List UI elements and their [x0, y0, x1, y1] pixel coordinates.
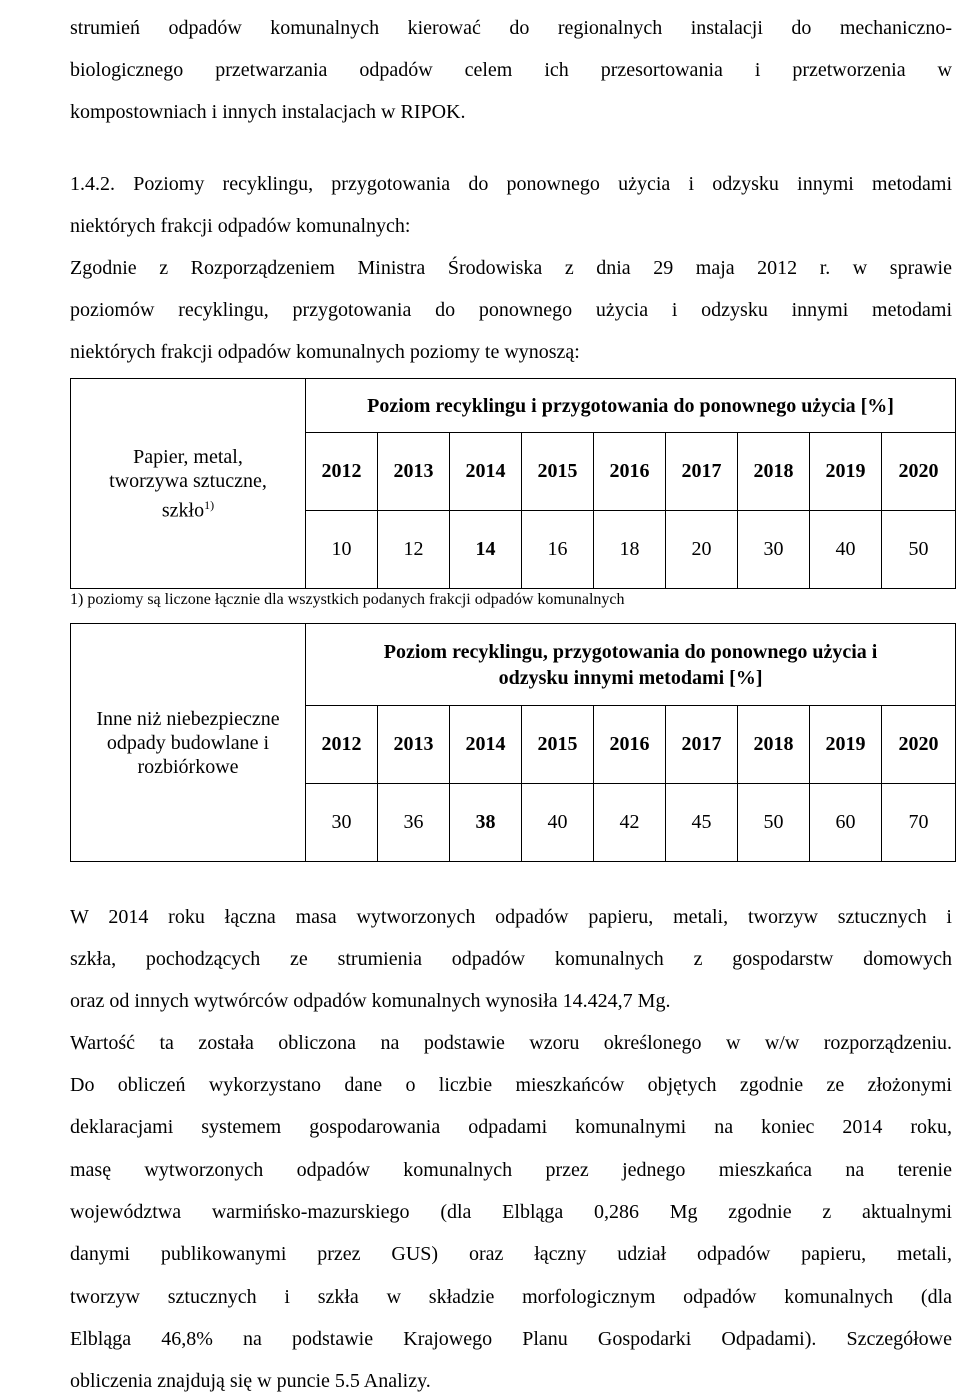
table2-value: 45	[666, 784, 738, 862]
para2-line-9: danymi publikowanymi przez GUS) oraz łączny udział odpadów papieru, metali,	[70, 1243, 952, 1265]
table2-value: 70	[882, 784, 956, 862]
table1-header: Poziom recyklingu i przygotowania do ponownego użycia [%]	[306, 379, 956, 433]
table1-year: 2016	[594, 433, 666, 511]
section-heading	[70, 172, 952, 196]
table1-value: 16	[522, 511, 594, 589]
table1-year: 2019	[810, 433, 882, 511]
para1-line-3: niektórych frakcji odpadów komunalnych poziomy te wynoszą:	[70, 341, 580, 363]
table1-value: 50	[882, 511, 956, 589]
table2-value: 36	[378, 784, 450, 862]
para2-line-8: województwa warmińsko-mazurskiego (dla Elbląga 0,286 Mg zgodnie z aktualnymi	[70, 1201, 952, 1223]
para2-line-11: Elbląga 46,8% na podstawie Krajowego Planu Gospodarki Odpadami). Szczegółowe	[70, 1328, 952, 1350]
para1-line-2: poziomów recyklingu, przygotowania do ponownego użycia i odzysku innymi metodami	[70, 299, 952, 321]
recycling-table-2	[70, 623, 956, 862]
table1-row-label-line-3: szkło	[161, 499, 205, 522]
para2-line-5: Do obliczeń wykorzystano dane o liczbie mieszkańców objętych zgodnie ze złożonymi	[70, 1074, 952, 1096]
table2-row-label-line-3: rozbiórkowe	[137, 755, 239, 778]
recycling-table-1	[70, 378, 956, 589]
table2-year: 2018	[738, 706, 810, 784]
table2-year: 2016	[594, 706, 666, 784]
table2-year: 2017	[666, 706, 738, 784]
table2-row-label-line-1: Inne niż niebezpieczne	[96, 707, 280, 730]
table2-header-line-2: odzysku innymi metodami [%]	[498, 666, 763, 689]
table1-row-label-line-2: tworzywa sztuczne,	[109, 469, 267, 492]
para2-line-7: masę wytworzonych odpadów komunalnych przez jednego mieszkańca na terenie	[70, 1159, 952, 1181]
para2-line-3: oraz od innych wytwórców odpadów komunalnych wynosiła 14.424,7 Mg.	[70, 990, 671, 1012]
table2-year: 2012	[306, 706, 378, 784]
table1-value: 12	[378, 511, 450, 589]
table2-row-label-line-2: odpady budowlane i	[106, 731, 270, 754]
para1-line-1: Zgodnie z Rozporządzeniem Ministra Środowiska z dnia 29 maja 2012 r. w sprawie	[70, 257, 952, 279]
table1-footnote-marker: 1)	[204, 497, 215, 512]
table1-value: 30	[738, 511, 810, 589]
para2-line-12: obliczenia znajdują się w puncie 5.5 Analizy.	[70, 1370, 431, 1392]
table1-year: 2014	[450, 433, 522, 511]
table2-value: 50	[738, 784, 810, 862]
para2-line-2: szkła, pochodzących ze strumienia odpadów komunalnych z gospodarstw domowych	[70, 948, 952, 970]
table1-year: 2018	[738, 433, 810, 511]
intro-line-2: biologicznego przetwarzania odpadów celem ich przesortowania i przetworzenia w	[70, 59, 952, 81]
table2-row-label	[71, 624, 306, 862]
table1-value: 14	[450, 511, 522, 589]
table1-row-label-line-1: Papier, metal,	[133, 445, 243, 468]
table2-year: 2019	[810, 706, 882, 784]
table2-header-line-1: Poziom recyklingu, przygotowania do ponownego użycia i	[383, 640, 878, 663]
para2-line-1: W 2014 roku łączna masa wytworzonych odpadów papieru, metali, tworzyw sztucznych i	[70, 906, 952, 928]
table1-year: 2015	[522, 433, 594, 511]
table1-year: 2012	[306, 433, 378, 511]
table2-value: 30	[306, 784, 378, 862]
table1-value: 20	[666, 511, 738, 589]
table1-footnote: 1) poziomy są liczone łącznie dla wszystkich podanych frakcji odpadów komunalnych	[70, 591, 625, 608]
section-number: 1.4.2.	[70, 173, 115, 195]
table1-row-label	[71, 379, 306, 589]
table2-year: 2013	[378, 706, 450, 784]
section-title-line-2: niektórych frakcji odpadów komunalnych:	[70, 215, 411, 237]
para2-line-6: deklaracjami systemem gospodarowania odpadami komunalnymi na koniec 2014 roku,	[70, 1116, 952, 1138]
table2-value: 60	[810, 784, 882, 862]
para2-line-4: Wartość ta została obliczona na podstawie wzoru określonego w w/w rozporządzeniu.	[70, 1032, 952, 1054]
para2-line-10: tworzyw sztucznych i szkła w składzie morfologicznym odpadów komunalnych (dla	[70, 1286, 952, 1308]
table1-year: 2017	[666, 433, 738, 511]
table2-year: 2015	[522, 706, 594, 784]
table1-value: 10	[306, 511, 378, 589]
intro-line-3: kompostowniach i innych instalacjach w RIPOK.	[70, 101, 466, 123]
table2-value: 42	[594, 784, 666, 862]
table1-value: 40	[810, 511, 882, 589]
section-title-line-1: Poziomy recyklingu, przygotowania do ponownego użycia i odzysku innymi metodami	[133, 173, 952, 195]
table2-value: 40	[522, 784, 594, 862]
table1-year: 2013	[378, 433, 450, 511]
table1-value: 18	[594, 511, 666, 589]
intro-line-1: strumień odpadów komunalnych kierować do regionalnych instalacji do mechaniczno-	[70, 17, 952, 39]
table2-header	[306, 624, 956, 706]
table2-year: 2014	[450, 706, 522, 784]
table1-year: 2020	[882, 433, 956, 511]
table2-value: 38	[450, 784, 522, 862]
table2-year: 2020	[882, 706, 956, 784]
